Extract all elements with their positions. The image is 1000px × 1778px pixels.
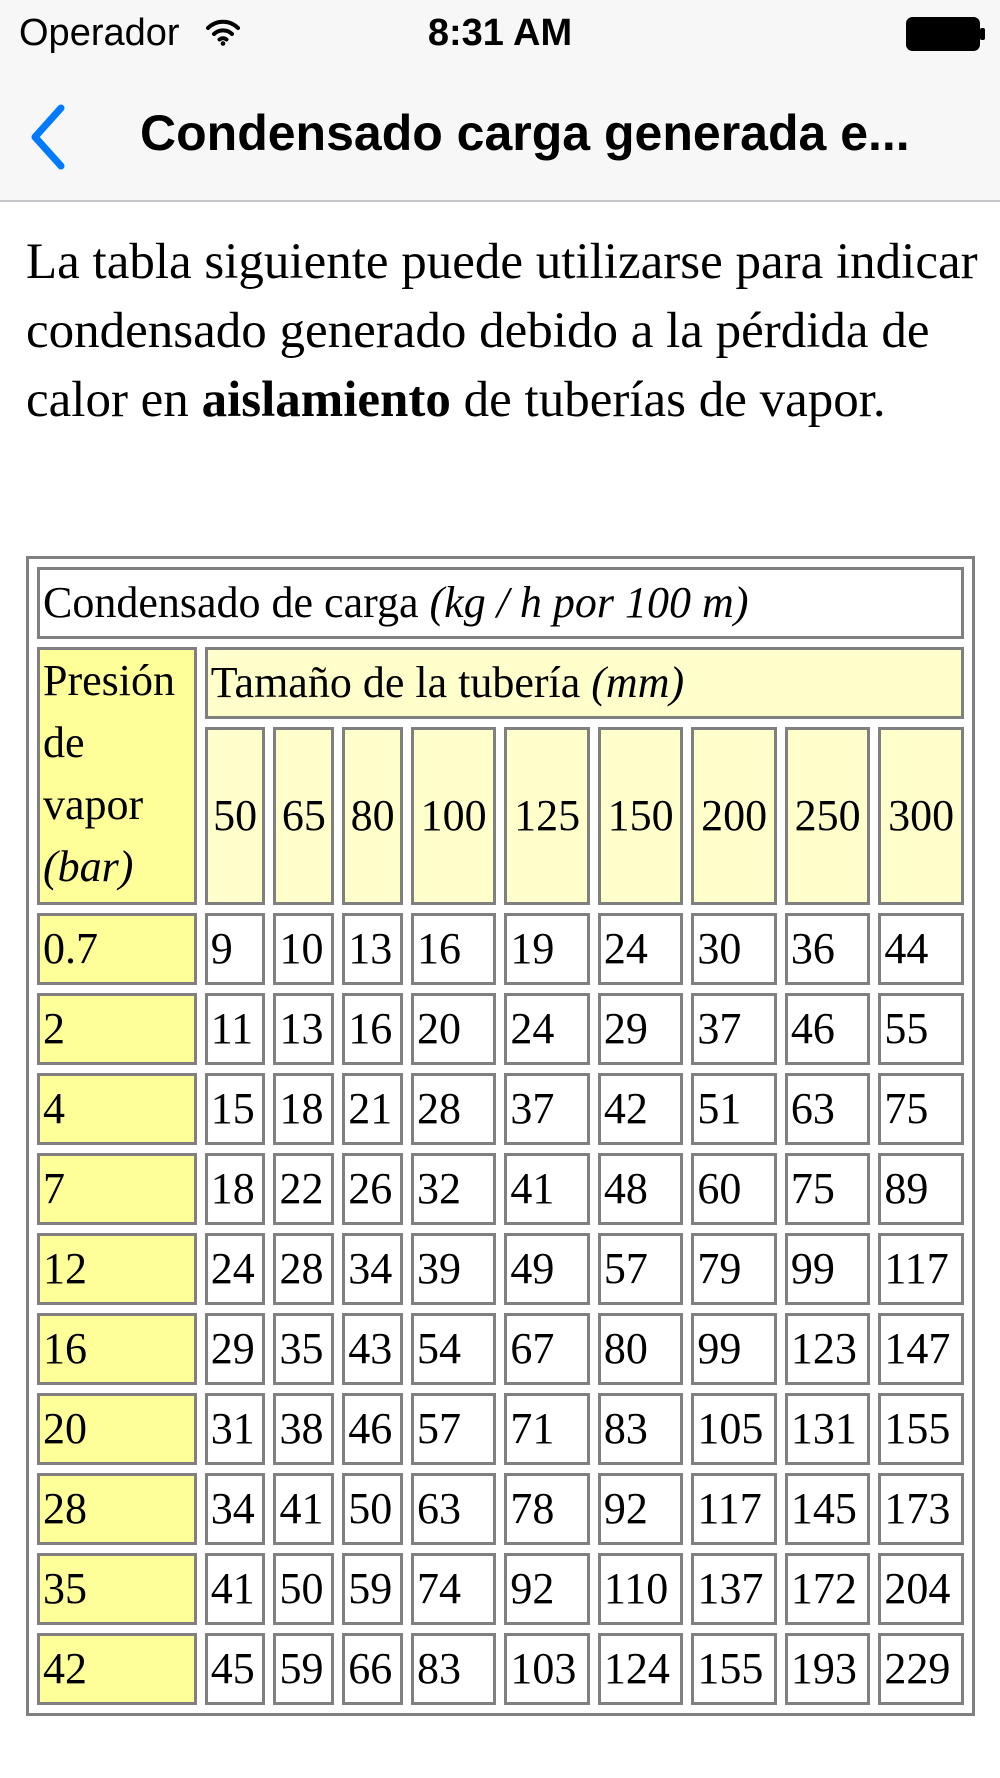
condensate-value-cell: 41 (504, 1153, 589, 1225)
pressure-header (37, 647, 197, 905)
condensate-value-cell: 145 (785, 1473, 870, 1545)
condensate-value-cell: 71 (504, 1393, 589, 1465)
condensate-value-cell: 155 (691, 1633, 776, 1705)
condensate-value-cell: 74 (411, 1553, 496, 1625)
caption-unit: (kg / h por 100 m) (429, 578, 749, 628)
table-row (37, 1553, 964, 1625)
condensate-value-cell: 28 (273, 1233, 334, 1305)
condensate-value-cell: 103 (504, 1633, 589, 1705)
table-row (37, 1313, 964, 1385)
condensate-value-cell: 18 (205, 1153, 266, 1225)
condensate-value-cell: 193 (785, 1633, 870, 1705)
table-row (37, 1473, 964, 1545)
table-row (37, 1073, 964, 1145)
pipe-size-cell: 80 (342, 727, 403, 905)
condensate-value-cell: 42 (598, 1073, 683, 1145)
condensate-value-cell: 34 (342, 1233, 403, 1305)
pressure-header-text: Presión de vapor (43, 656, 175, 829)
condensate-value-cell: 29 (205, 1313, 266, 1385)
condensate-value-cell: 44 (878, 913, 964, 985)
condensate-value-cell: 19 (504, 913, 589, 985)
condensate-value-cell: 37 (504, 1073, 589, 1145)
header-row (37, 647, 964, 719)
condensate-value-cell: 89 (878, 1153, 964, 1225)
pipe-size-cell: 50 (205, 727, 266, 905)
pressure-cell: 7 (37, 1153, 197, 1225)
clock-time: 8:31 AM (427, 12, 573, 54)
condensate-value-cell: 229 (878, 1633, 964, 1705)
pressure-header-unit: (bar) (43, 842, 134, 891)
caption-text: Condensado de carga (43, 578, 430, 628)
table-row (37, 1153, 964, 1225)
condensate-value-cell: 59 (273, 1633, 334, 1705)
table-row (37, 1393, 964, 1465)
condensate-value-cell: 117 (691, 1473, 776, 1545)
intro-text-end: de tuberías de vapor. (450, 372, 886, 428)
condensate-value-cell: 57 (411, 1393, 496, 1465)
intro-bold-term: aislamiento (201, 372, 451, 428)
condensate-value-cell: 66 (342, 1633, 403, 1705)
condensate-value-cell: 51 (691, 1073, 776, 1145)
condensate-value-cell: 9 (205, 913, 266, 985)
condensate-value-cell: 63 (411, 1473, 496, 1545)
condensate-value-cell: 55 (878, 993, 964, 1065)
condensate-value-cell: 54 (411, 1313, 496, 1385)
condensate-value-cell: 172 (785, 1553, 870, 1625)
condensate-value-cell: 59 (342, 1553, 403, 1625)
condensate-value-cell: 16 (411, 913, 496, 985)
condensate-value-cell: 15 (205, 1073, 266, 1145)
condensate-value-cell: 31 (205, 1393, 266, 1465)
condensate-value-cell: 173 (878, 1473, 964, 1545)
condensate-value-cell: 78 (504, 1473, 589, 1545)
condensate-value-cell: 29 (598, 993, 683, 1065)
condensate-value-cell: 30 (691, 913, 776, 985)
condensate-value-cell: 37 (691, 993, 776, 1065)
condensate-value-cell: 38 (273, 1393, 334, 1465)
table-row (37, 1633, 964, 1705)
condensate-value-cell: 35 (273, 1313, 334, 1385)
condensate-value-cell: 43 (342, 1313, 403, 1385)
table-caption (37, 567, 964, 639)
pipe-size-cell: 250 (785, 727, 870, 905)
condensate-value-cell: 147 (878, 1313, 964, 1385)
condensate-value-cell: 60 (691, 1153, 776, 1225)
table-row (37, 1233, 964, 1305)
condensate-value-cell: 75 (878, 1073, 964, 1145)
condensate-value-cell: 92 (598, 1473, 683, 1545)
condensate-value-cell: 155 (878, 1393, 964, 1465)
condensate-value-cell: 131 (785, 1393, 870, 1465)
condensate-value-cell: 110 (598, 1553, 683, 1625)
condensate-value-cell: 99 (691, 1313, 776, 1385)
condensate-table (26, 556, 975, 1716)
navigation-bar (0, 70, 1000, 202)
pipe-size-cell: 100 (411, 727, 496, 905)
condensate-value-cell: 63 (785, 1073, 870, 1145)
condensate-value-cell: 67 (504, 1313, 589, 1385)
pipe-size-cell: 125 (504, 727, 589, 905)
condensate-value-cell: 105 (691, 1393, 776, 1465)
pipe-size-header-text: Tamaño de la tubería (210, 658, 592, 708)
condensate-value-cell: 39 (411, 1233, 496, 1305)
content-area (0, 204, 1000, 1778)
condensate-value-cell: 16 (342, 993, 403, 1065)
condensate-value-cell: 80 (598, 1313, 683, 1385)
condensate-value-cell: 45 (205, 1633, 266, 1705)
condensate-value-cell: 41 (205, 1553, 266, 1625)
condensate-value-cell: 123 (785, 1313, 870, 1385)
condensate-value-cell: 83 (598, 1393, 683, 1465)
condensate-value-cell: 36 (785, 913, 870, 985)
back-button[interactable] (14, 92, 84, 182)
condensate-value-cell: 204 (878, 1553, 964, 1625)
condensate-value-cell: 46 (785, 993, 870, 1065)
condensate-value-cell: 24 (205, 1233, 266, 1305)
condensate-value-cell: 75 (785, 1153, 870, 1225)
table-row (37, 993, 964, 1065)
condensate-value-cell: 41 (273, 1473, 334, 1545)
pressure-cell: 28 (37, 1473, 197, 1545)
condensate-value-cell: 34 (205, 1473, 266, 1545)
condensate-value-cell: 49 (504, 1233, 589, 1305)
condensate-value-cell: 20 (411, 993, 496, 1065)
intro-text-start: La tabla siguiente puede utilizarse para indicar condensado generado debido a la pérdida de calor en (26, 234, 978, 428)
pipe-size-header (205, 647, 964, 719)
condensate-value-cell: 50 (342, 1473, 403, 1545)
pipe-size-cell: 200 (691, 727, 776, 905)
table-body (37, 913, 964, 1705)
pipe-size-cell: 300 (878, 727, 964, 905)
condensate-value-cell: 10 (273, 913, 334, 985)
pressure-cell: 16 (37, 1313, 197, 1385)
page-title: Condensado carga generada e... (140, 105, 910, 161)
carrier-label: Operador (19, 12, 180, 54)
battery-icon (906, 17, 986, 51)
condensate-value-cell: 79 (691, 1233, 776, 1305)
condensate-value-cell: 11 (205, 993, 266, 1065)
chevron-left-icon (27, 102, 71, 172)
condensate-value-cell: 21 (342, 1073, 403, 1145)
condensate-value-cell: 57 (598, 1233, 683, 1305)
condensate-value-cell: 32 (411, 1153, 496, 1225)
pipe-size-cell: 150 (598, 727, 683, 905)
condensate-value-cell: 99 (785, 1233, 870, 1305)
condensate-value-cell: 137 (691, 1553, 776, 1625)
table-row (37, 913, 964, 985)
condensate-value-cell: 46 (342, 1393, 403, 1465)
condensate-value-cell: 24 (504, 993, 589, 1065)
pressure-cell: 35 (37, 1553, 197, 1625)
pressure-cell: 0.7 (37, 913, 197, 985)
condensate-value-cell: 117 (878, 1233, 964, 1305)
condensate-value-cell: 124 (598, 1633, 683, 1705)
pressure-cell: 42 (37, 1633, 197, 1705)
pressure-cell: 4 (37, 1073, 197, 1145)
condensate-value-cell: 92 (504, 1553, 589, 1625)
status-bar (0, 0, 1000, 70)
pipe-size-header-unit: (mm) (591, 658, 685, 708)
intro-paragraph (26, 228, 981, 435)
pressure-cell: 20 (37, 1393, 197, 1465)
condensate-value-cell: 18 (273, 1073, 334, 1145)
condensate-value-cell: 24 (598, 913, 683, 985)
pressure-cell: 2 (37, 993, 197, 1065)
condensate-value-cell: 28 (411, 1073, 496, 1145)
condensate-value-cell: 48 (598, 1153, 683, 1225)
caption-row (37, 567, 964, 639)
condensate-value-cell: 13 (342, 913, 403, 985)
pressure-cell: 12 (37, 1233, 197, 1305)
condensate-value-cell: 50 (273, 1553, 334, 1625)
condensate-value-cell: 13 (273, 993, 334, 1065)
condensate-value-cell: 26 (342, 1153, 403, 1225)
condensate-value-cell: 83 (411, 1633, 496, 1705)
condensate-value-cell: 22 (273, 1153, 334, 1225)
pipe-size-cell: 65 (273, 727, 334, 905)
